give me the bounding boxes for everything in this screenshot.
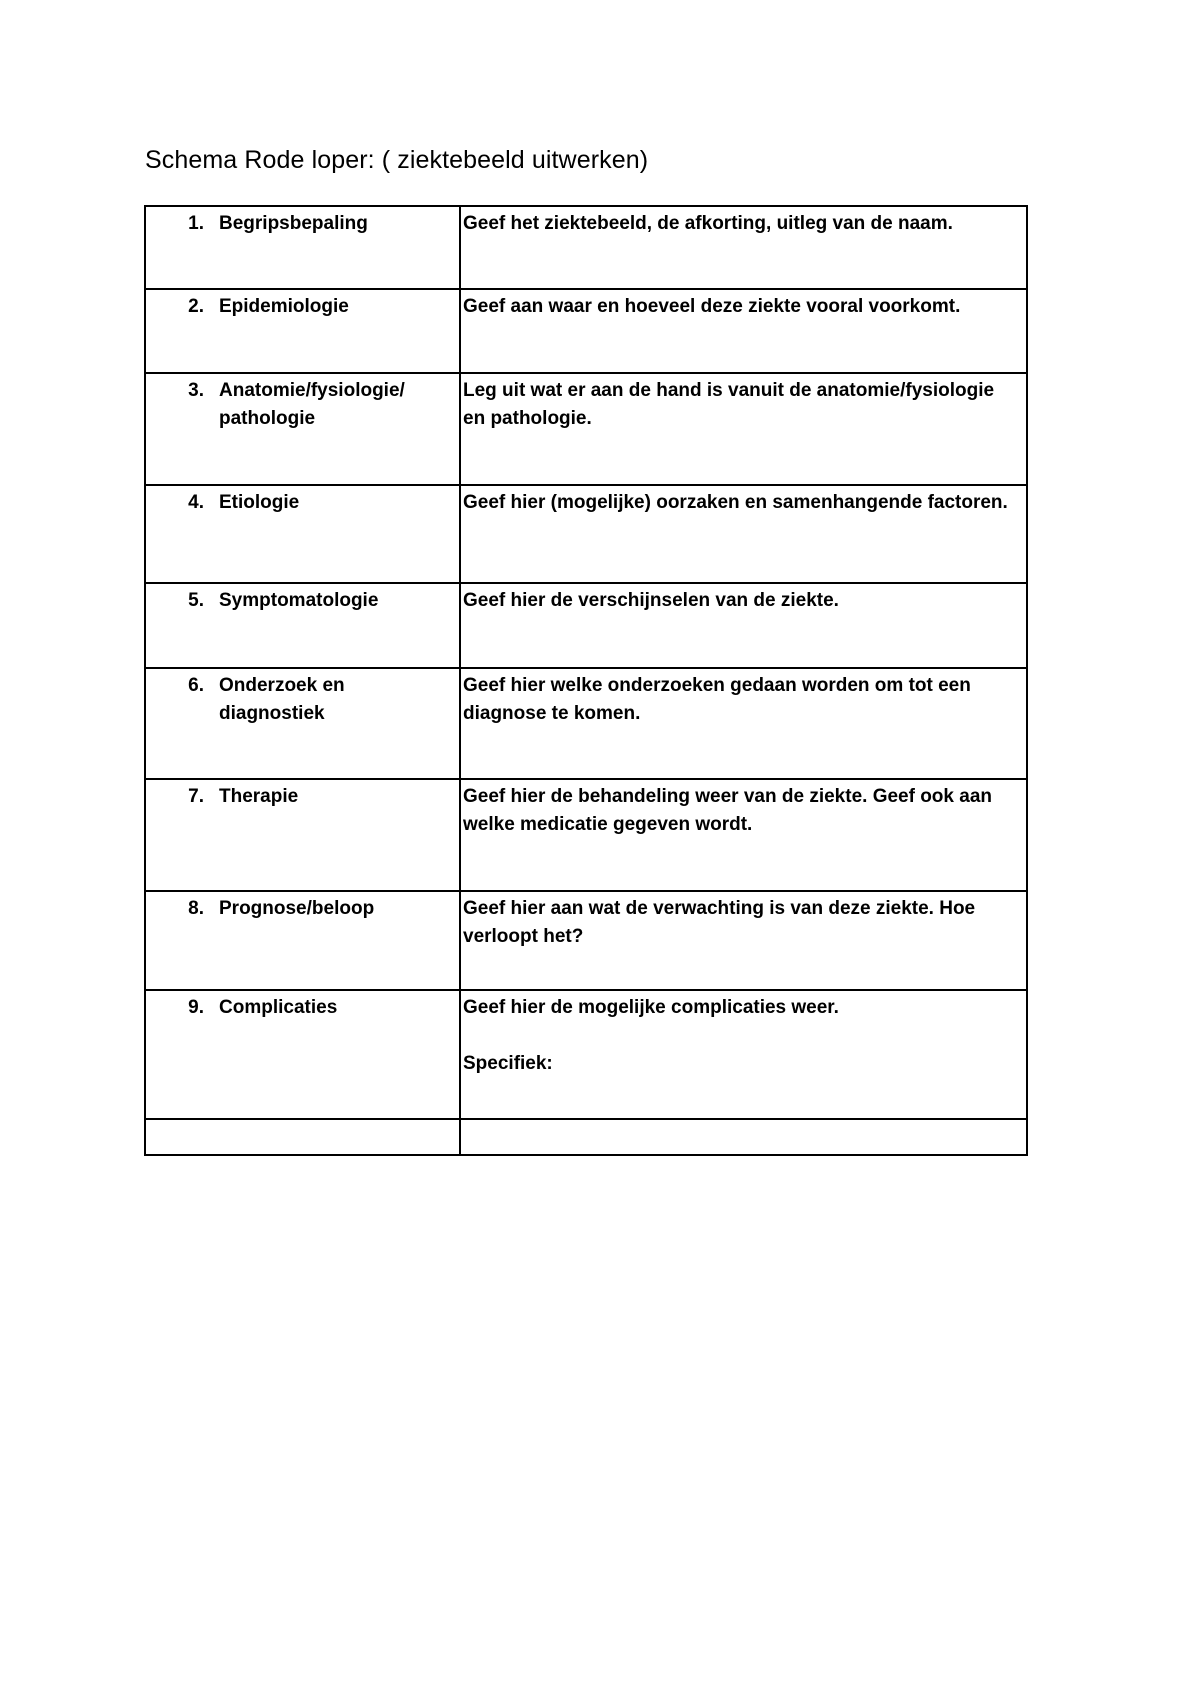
table-row [145,485,1027,583]
item-description: Geef hier de behandeling weer van de ziekte. Geef ook aan welke medicatie gegeven wordt. [463,786,993,835]
description-cell [460,373,1027,485]
topic-cell [145,485,460,583]
table-row [145,779,1027,891]
item-number: 2. [188,296,204,317]
topic-cell [145,289,460,373]
item-label: Symptomatologie [219,590,379,611]
table-row [145,990,1027,1119]
item-description: Geef hier aan wat de verwachting is van deze ziekte. Hoe verloopt het? [463,898,976,947]
table-row [145,373,1027,485]
table-row-empty [145,1119,1027,1155]
topic-cell [145,990,460,1119]
description-cell [460,583,1027,668]
item-label: Begripsbepaling [219,213,368,234]
topic-cell [145,373,460,485]
item-label: Prognose/beloop [219,898,375,919]
table-row [145,583,1027,668]
item-number: 4. [188,492,204,513]
topic-cell [145,779,460,891]
item-description: Leg uit wat er aan de hand is vanuit de anatomie/fysiologie en pathologie. [463,380,995,429]
description-cell [460,206,1027,289]
item-label: Anatomie/fysiologie/ pathologie [219,380,405,429]
item-description: Geef hier (mogelijke) oorzaken en samenhangende factoren. [463,492,1008,513]
description-cell [460,668,1027,779]
item-number: 1. [188,213,204,234]
item-description: Geef hier welke onderzoeken gedaan worden om tot een diagnose te komen. [463,675,971,724]
topic-cell [145,891,460,990]
item-label: Complicaties [219,997,338,1018]
page-title: Schema Rode loper: ( ziektebeeld uitwerken) [145,146,649,174]
table-row [145,668,1027,779]
description-cell [460,779,1027,891]
topic-cell [145,206,460,289]
item-description: Geef het ziektebeeld, de afkorting, uitleg van de naam. [463,213,953,234]
item-label: Etiologie [219,492,300,513]
item-label: Onderzoek en diagnostiek [219,675,345,724]
item-number: 5. [188,590,204,611]
item-description: Geef hier de mogelijke complicaties weer. [463,997,839,1018]
item-label: Epidemiologie [219,296,349,317]
table-row [145,206,1027,289]
description-cell [460,289,1027,373]
item-number: 9. [188,997,204,1018]
description-cell [460,990,1027,1119]
description-cell [460,891,1027,990]
item-number: 7. [188,786,204,807]
item-number: 8. [188,898,204,919]
empty-cell [145,1119,460,1155]
table-row [145,891,1027,990]
item-number: 3. [188,380,204,401]
schema-table [144,205,1028,1156]
topic-cell [145,583,460,668]
item-description: Geef aan waar en hoeveel deze ziekte vooral voorkomt. [463,296,961,317]
description-cell [460,485,1027,583]
item-number: 6. [188,675,204,696]
table-row [145,289,1027,373]
item-description: Geef hier de verschijnselen van de ziekte. [463,590,839,611]
empty-cell [460,1119,1027,1155]
item-specific-label: Specifiek: [463,1053,553,1074]
item-label: Therapie [219,786,299,807]
topic-cell [145,668,460,779]
